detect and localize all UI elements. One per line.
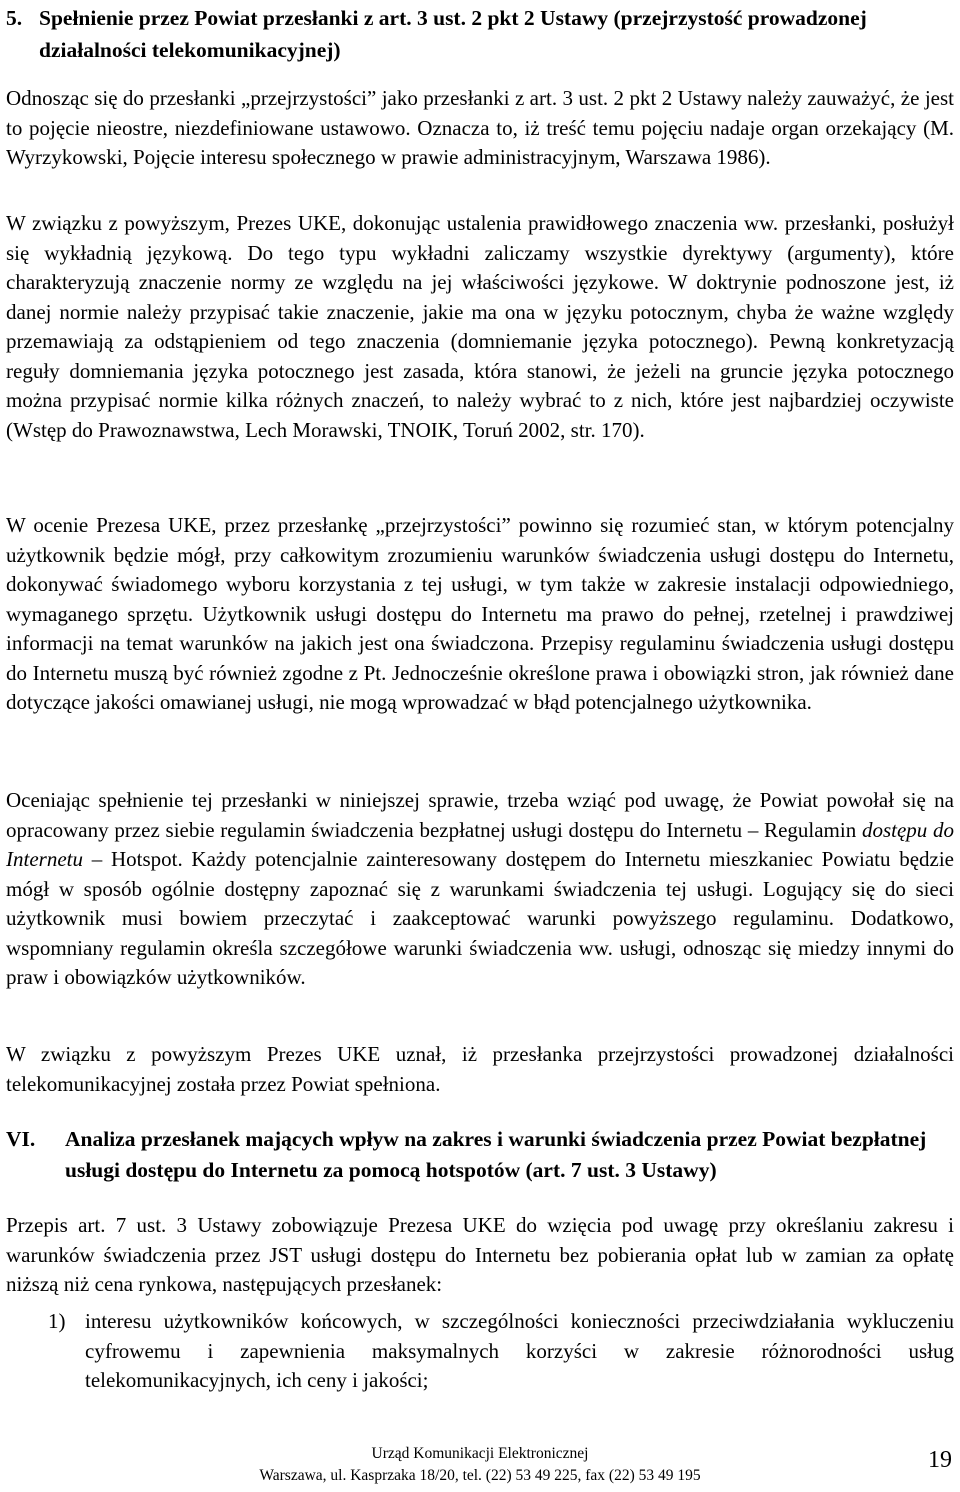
section-title: Analiza przesłanek mających wpływ na zakres i warunki świadczenia przez Powiat bezpłatnej usługi dostępu do Internetu za pomocą hotspotów (art. 7 ust. 3 Ustawy) (65, 1127, 927, 1182)
paragraph-text-start: Oceniając spełnienie tej przesłanki w niniejszej sprawie, trzeba wziąć pod uwagę, że Powiat powołał się na opracowany przez siebie regulamin świadczenia bezpłatnej usługi dostępu do Internetu – Regulamin (6, 788, 954, 842)
paragraph-conclusion: W związku z powyższym Prezes UKE uznał, iż przesłanka przejrzystości prowadzonej działalności telekomunikacyjnej została przez Powiat spełniona. (6, 1042, 954, 1096)
paragraph-interpretation: W związku z powyższym, Prezes UKE, dokonując ustalenia prawidłowego znaczenia ww. przesłanki, posłużył się wykładnią językową. Do tego typu wykładni zaliczamy wszystkie dyrektywy (argumenty), które charakteryzują znaczenie normy ze względu na jej właściwości językowe. W doktrynie podnoszone jest, iż danej normie należy przypisać takie znaczenie, jakie ma ona w języku potocznym, chyba że ważne względy przemawiają za odstąpieniem od tego znaczenia (domniemanie języka potocznego). Pewną konkretyzacją reguły domniemania języka potocznego jest zasada, która stanowi, że jeżeli na gruncie języka potocznego można przypisać normie kilka różnych znaczeń, to należy wybrać to z nich, które jest najbardziej oczywiste (Wstęp do Prawoznawstwa, Lech Morawski, TNOIK, Toruń 2002, str. 170). (6, 211, 954, 442)
section-number: 5. (6, 6, 23, 30)
section-number: VI. (6, 1127, 36, 1151)
paragraph-article-provision: Przepis art. 7 ust. 3 Ustawy zobowiązuje Prezesa UKE do wzięcia pod uwagę przy określaniu zakresu i warunków świadczenia przez JST usługi dostępu do Internetu bez pobierania opłat lub w zamian za opłatę niższą niż cena rynkowa, następujących przesłanek: (6, 1213, 954, 1296)
list-item-text: interesu użytkowników końcowych, w szczególności konieczności przeciwdziałania wykluczeniu cyfrowemu i zapewnienia maksymalnych korzyści w zakresie różnorodności usług telekomunikacyjnych, ich ceny i jakości; (85, 1309, 954, 1392)
paragraph-text-end: – Hotspot. Każdy potencjalnie zainteresowany dostępem do Internetu mieszkaniec Powiatu będzie mógł w sposób ogólnie dostępny zapoznać się z warunkami świadczenia tej usługi. Logujący się do sieci użytkownik musi bowiem przeczytać i zaakceptować warunki powyższego regulaminu. Dodatkowo, wspomniany regulamin określa szczegółowe warunki świadczenia ww. usługi, odnosząc się miedzy innymi do praw i obowiązków użytkowników. (6, 847, 954, 989)
section-heading (6, 2, 954, 66)
page-number: 19 (928, 1447, 952, 1473)
page-footer (0, 1440, 960, 1492)
list-item-number: 1) (48, 1309, 66, 1333)
footer-address: Warszawa, ul. Kasprzaka 18/20, tel. (22) 53 49 225, fax (22) 53 49 195 (259, 1467, 701, 1484)
footer-institution: Urząd Komunikacji Elektronicznej (371, 1445, 589, 1462)
paragraph-definition: Odnosząc się do przesłanki „przejrzystości” jako przesłanki z art. 3 ust. 2 pkt 2 Ustawy należy zauważyć, że jest to pojęcie nieostre, niezdefiniowane ustawowo. Oznacza to, iż treść temu pojęciu nadaje organ orzekający (M. Wyrzykowski, Pojęcie interesu społecznego w prawie administracyjnym, Warszawa 1986). (6, 86, 954, 169)
list-item (6, 1307, 954, 1396)
paragraph-powiat-regulations (6, 786, 954, 993)
section-title: Spełnienie przez Powiat przesłanki z art. 3 ust. 2 pkt 2 Ustawy (przejrzystość prowadzonej działalności telekomunikacyjnej) (39, 6, 867, 62)
section-heading (6, 1124, 954, 1186)
paragraph-uke-assessment: W ocenie Prezesa UKE, przez przesłankę „przejrzystości” powinno się rozumieć stan, w którym potencjalny użytkownik będzie mógł, przy całkowitym zrozumieniu warunków świadczenia usługi dostępu do Internetu, dokonywać świadomego wyboru korzystania z tej usługi, w tym także w zakresie instalacji odpowiedniego, wymaganego sprzętu. Użytkownik usługi dostępu do Internetu ma prawo do pełnej, rzetelnej i prawdziwej informacji na temat warunków na jakich jest ona świadczona. Przepisy regulaminu świadczenia usługi dostępu do Internetu muszą być również zgodne z Pt. Jednocześnie określone prawa i obowiązki stron, jak również dane dotyczące jakości omawianej usługi, nie mogą wprowadzać w błąd potencjalnego użytkownika. (6, 513, 954, 714)
regulation-name-italic: dostępu do Internetu (6, 817, 955, 871)
